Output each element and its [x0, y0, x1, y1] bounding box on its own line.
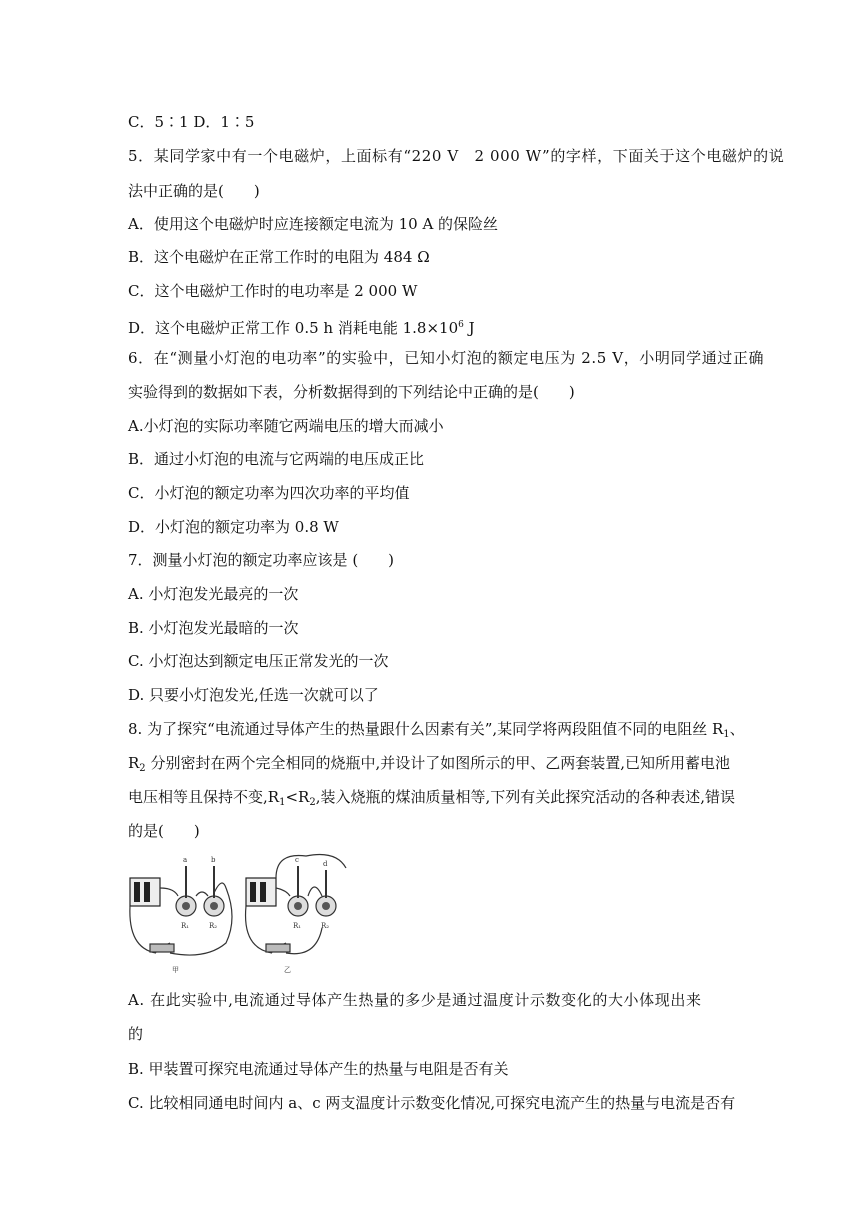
q8-stem-line1: [128, 719, 745, 745]
q5-option-b: B．这个电磁炉在正常工作时的电阻为 484 Ω: [128, 248, 430, 266]
q8-option-a-line1: A. 在此实验中,电流通过导体产生热量的多少是通过温度计示数变化的大小体现出来: [128, 991, 702, 1009]
label-thermometer-a: a: [183, 856, 188, 864]
label-thermometer-d: d: [323, 860, 328, 868]
q5-option-d-unit: J: [463, 319, 475, 337]
q8-stem-line3: [128, 787, 735, 813]
q4-options-cd: C．5∶1 D．1∶5: [128, 113, 255, 131]
q8-r2-subscript: 2: [139, 763, 146, 774]
q6-stem-line2: 实验得到的数据如下表，分析数据得到的下列结论中正确的是( ): [128, 383, 575, 401]
q6-option-d: D．小灯泡的额定功率为 0.8 W: [128, 518, 339, 536]
q7-stem: 7．测量小灯泡的额定功率应该是 ( ): [128, 551, 395, 569]
q7-option-c: C. 小灯泡达到额定电压正常发光的一次: [128, 652, 389, 670]
label-r1-jia: R₁: [181, 922, 190, 930]
label-r2-yi: R₂: [321, 922, 330, 930]
setup-jia: [130, 866, 232, 955]
q5-option-a: A．使用这个电磁炉时应连接额定电流为 10 A 的保险丝: [128, 215, 499, 233]
q8-stem-line3-text: 电压相等且保持不变,R: [128, 788, 280, 806]
q8-stem-line1-end: 、: [729, 720, 745, 738]
q5-option-c: C．这个电磁炉工作时的电功率是 2 000 W: [128, 282, 418, 300]
q5-option-d-exponent: 6: [458, 320, 464, 330]
q8-stem-line1-text: 8. 为了探究“电流通过导体产生的热量跟什么因素有关”,某同学将两段阻值不同的电阻丝 R: [128, 720, 724, 738]
circuit-figure: [126, 848, 356, 976]
q6-option-c: C．小灯泡的额定功率为四次功率的平均值: [128, 484, 410, 502]
label-r1-yi: R₁: [293, 922, 302, 930]
q8-stem-line2-text: 分别密封在两个完全相同的烧瓶中,并设计了如图所示的甲、乙两套装置,已知所用蓄电池: [145, 754, 730, 772]
q8-stem-line3-sub1: 1: [279, 797, 286, 808]
label-jia: 甲: [172, 966, 179, 974]
label-yi: 乙: [284, 966, 291, 974]
q8-option-c: C. 比较相同通电时间内 a、c 两支温度计示数变化情况,可探究电流产生的热量与电流是否有: [128, 1094, 736, 1112]
q8-stem-line3-end: ,装入烧瓶的煤油质量相等,下列有关此探究活动的各种表述,错误: [315, 788, 736, 806]
switch-jia: [150, 944, 174, 952]
q5-option-d-text: D．这个电磁炉正常工作 0.5 h 消耗电能 1.8×10: [128, 319, 459, 337]
setup-yi: [246, 855, 346, 954]
q6-option-b: B．通过小灯泡的电流与它两端的电压成正比: [128, 450, 425, 468]
q8-option-b: B. 甲装置可探究电流通过导体产生的热量与电阻是否有关: [128, 1060, 509, 1078]
q8-stem-line4: 的是( ): [128, 822, 200, 840]
q7-option-a: A. 小灯泡发光最亮的一次: [128, 585, 299, 603]
q7-option-b: B. 小灯泡发光最暗的一次: [128, 619, 299, 637]
q8-stem-line3-sub2: 2: [309, 797, 316, 808]
q6-option-a: A.小灯泡的实际功率随它两端电压的增大而减小: [128, 417, 444, 435]
q6-stem-line1: 6．在“测量小灯泡的电功率”的实验中，已知小灯泡的额定电压为 2.5 V，小明同学通过正确: [128, 349, 765, 367]
label-r2-jia: R₂: [209, 922, 218, 930]
q8-option-a-line2: 的: [128, 1025, 144, 1043]
q8-stem-line2: [128, 753, 730, 779]
q8-r1-subscript: 1: [723, 729, 730, 740]
q5-option-d: [128, 315, 475, 338]
label-thermometer-b: b: [211, 856, 216, 864]
q8-r2-symbol: R: [128, 754, 140, 772]
q8-stem-line3-mid: <R: [285, 788, 310, 806]
q7-option-d: D. 只要小灯泡发光,任选一次就可以了: [128, 686, 379, 704]
q5-stem-line1: 5．某同学家中有一个电磁炉，上面标有“220 V 2 000 W”的字样，下面关于这个电磁炉的说: [128, 147, 785, 165]
label-thermometer-c: c: [295, 856, 299, 864]
q5-stem-line2: 法中正确的是( ): [128, 182, 260, 200]
switch-yi: [266, 944, 290, 952]
